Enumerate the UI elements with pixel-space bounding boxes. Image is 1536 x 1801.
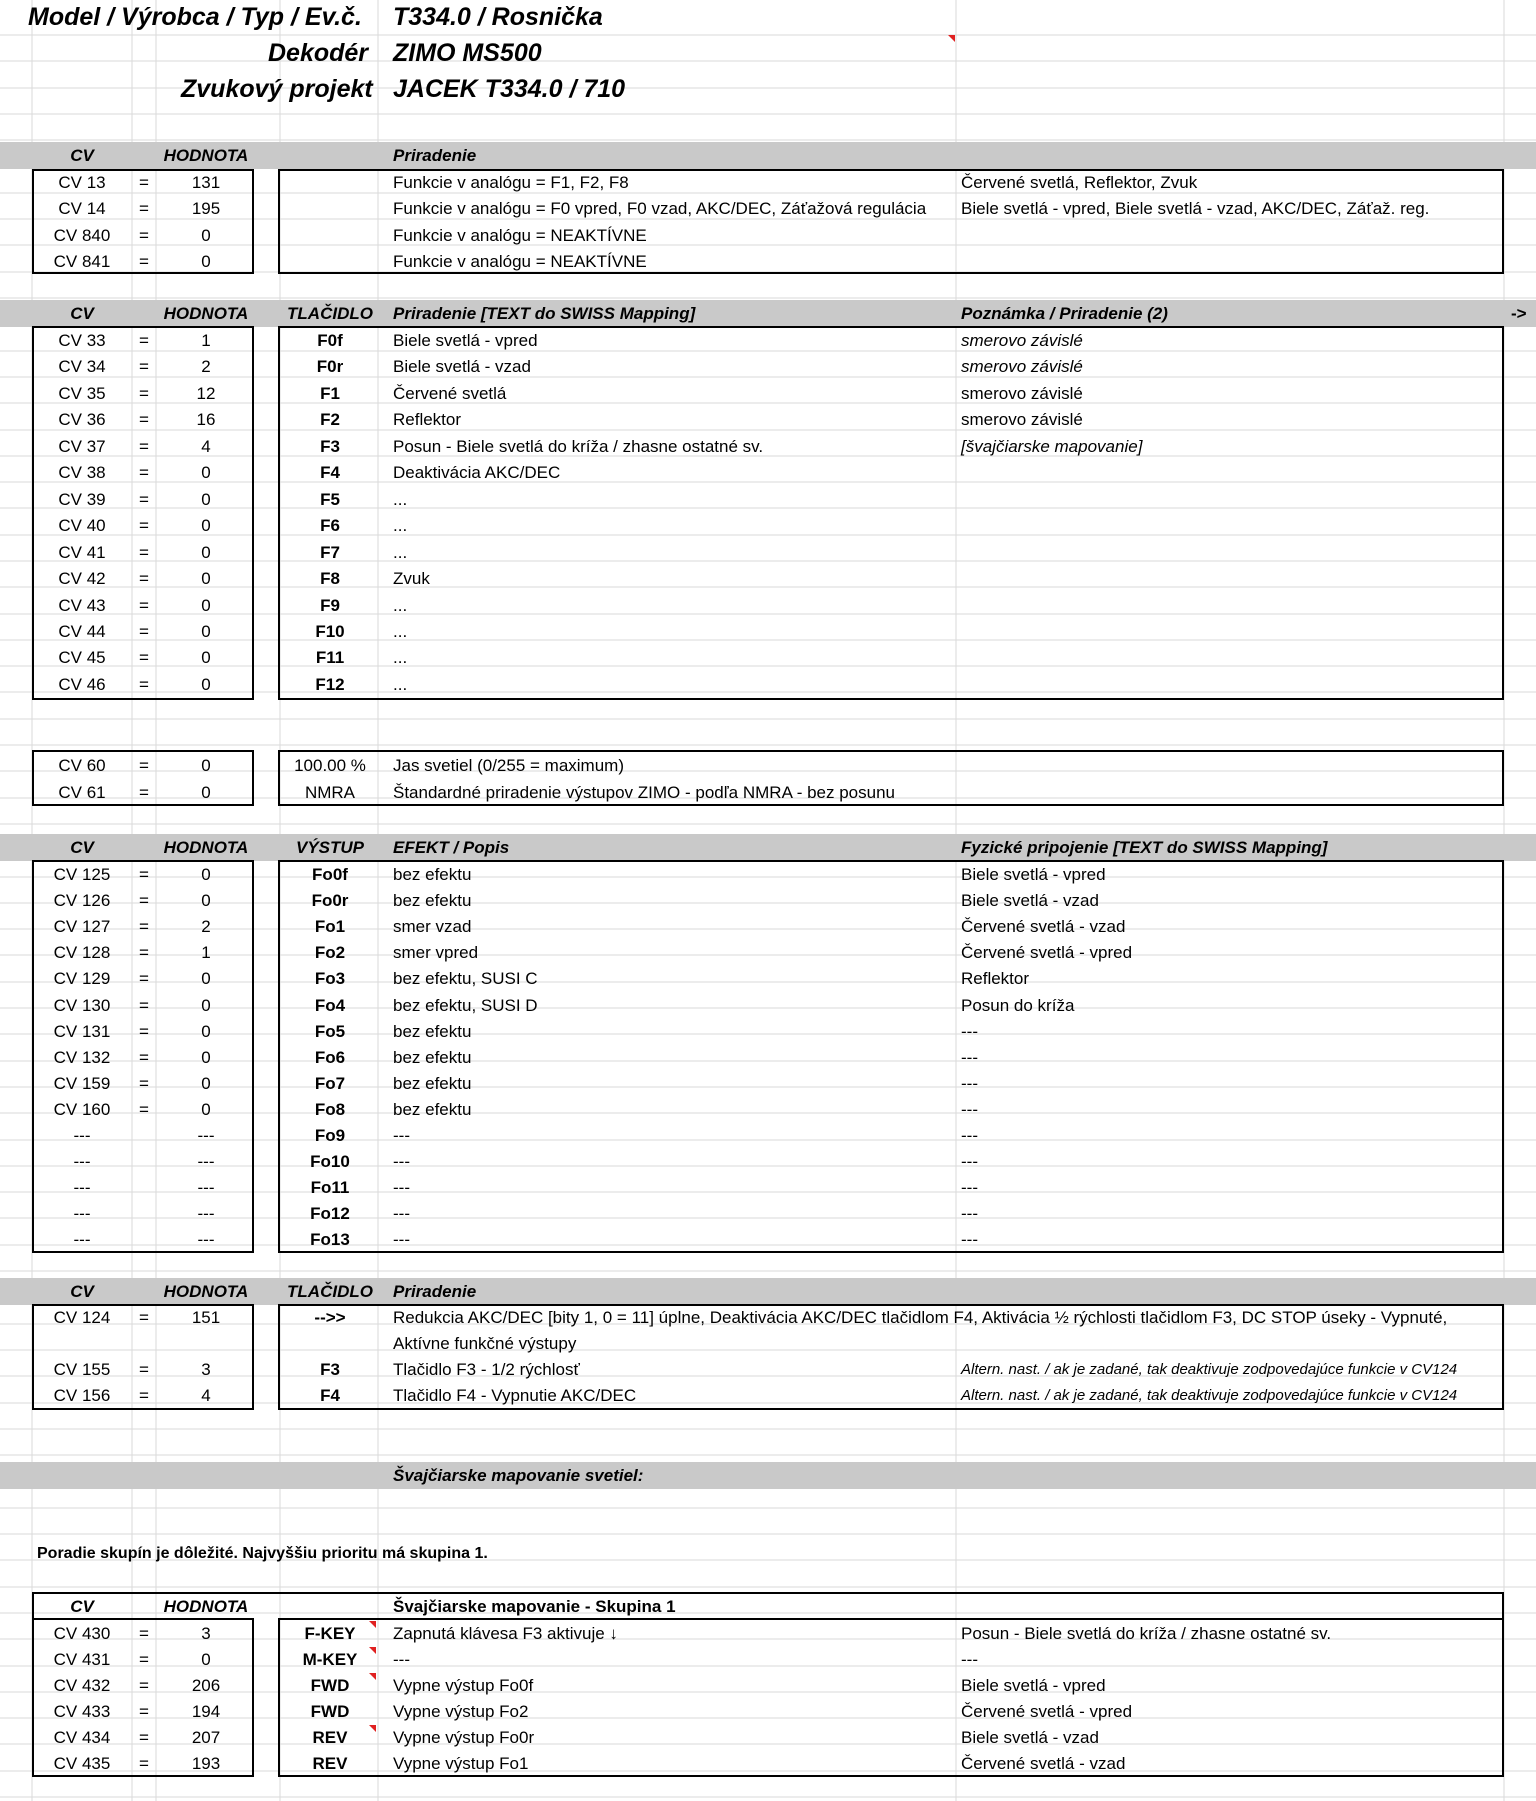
sec4-connection-cell: --- [961,1230,978,1250]
sec2-left-box [32,326,254,700]
sec3-cv-cell: CV 60 [58,756,106,775]
sec4-connection-cell: Červené svetlá - vzad [961,917,1126,937]
sec2-header-note: Poznámka / Priradenie (2) [961,304,1168,323]
sec4-output-cell: Fo9 [314,1126,346,1145]
sec4-effect-cell: bez efektu [393,865,472,884]
sec5-note-cell: Altern. nast. / ak je zadané, tak deaktivuje zodpovedajúce funkcie v CV124 [961,1361,1458,1378]
sec2-eq-cell: = [139,463,149,483]
sec4-effect-cell: --- [393,1230,410,1250]
sec4-cv-cell: --- [73,1152,91,1172]
sec4-connection-cell: --- [961,1021,978,1041]
sec2-desc-cell: Reflektor [393,410,462,430]
sec2-key-cell: F0f [317,331,343,350]
sec1-value-cell: 0 [201,225,211,245]
sec4-cv-cell: --- [73,1204,91,1224]
sec4-cv-cell: CV 126 [53,891,111,911]
sec2-cv-cell: CV 40 [58,516,106,536]
sec2-desc-cell: ... [393,648,408,668]
sec1-desc-cell: Funkcie v analógu = NEAKTÍVNE [393,225,647,245]
sec4-value-cell: 0 [201,1047,211,1067]
sec2-cv-cell: CV 43 [58,595,106,615]
cv124-desc-line1: Redukcia AKC/DEC [bity 1, 0 = 11] úplne, Deaktivácia AKC/DEC tlačidlom F4, Aktivácia ½ rýchlosti tlačidlom F3, DC STOP úseky - Vypnuté, [393,1308,1448,1327]
sec1-desc-cell: Funkcie v analógu = F0 vpred, F0 vzad, AKC/DEC, Záťažová regulácia [393,199,927,219]
swiss-note-cell: --- [961,1650,978,1669]
sec3-cv-cell: CV 61 [58,783,106,802]
sec4-value-cell: 0 [201,1073,211,1093]
sec2-desc-cell: Červené svetlá [393,383,507,403]
sec2-cv-cell: CV 41 [58,542,106,562]
sec2-desc-cell: Deaktivácia AKC/DEC [393,463,561,483]
sec4-value-cell: 1 [201,943,211,963]
sec1-eq-cell: = [139,173,149,192]
swiss-value-cell: 194 [191,1702,221,1721]
cv124-value: 151 [191,1308,221,1327]
sec2-eq-cell: = [139,436,149,456]
decoder-value: ZIMO MS500 [393,39,542,67]
sec1-cv-cell: CV 13 [58,173,106,192]
swiss-header-cv: CV [70,1597,94,1616]
sec2-key-cell: F11 [315,648,345,668]
swiss-note-cell: Biele svetlá - vpred [961,1676,1106,1695]
sec3-key-cell: 100.00 % [294,756,366,775]
sec2-cv-cell: CV 42 [58,569,106,589]
sec4-eq-cell: = [139,917,149,937]
sec2-note-cell: smerovo závislé [961,383,1083,403]
swiss-eq-cell: = [139,1624,149,1643]
sec4-connection-cell: Posun do kríža [961,995,1075,1015]
sec2-key-cell: F12 [315,674,345,694]
sec4-eq-cell: = [139,891,149,911]
sec2-header-key: TLAČIDLO [287,304,373,323]
swiss-eq-cell: = [139,1650,149,1669]
swiss-header-group: Švajčiarske mapovanie - Skupina 1 [393,1597,676,1616]
sec2-note-cell: smerovo závislé [961,331,1083,350]
swiss-cv-cell: CV 434 [53,1728,111,1747]
sec4-header-assign: EFEKT / Popis [393,838,510,857]
sec5-key-cell: F4 [320,1386,340,1405]
sec5-key-cell: F3 [320,1360,340,1379]
swiss-desc-cell: Zapnutá klávesa F3 aktivuje ↓ [393,1624,618,1643]
sec1-cv-cell: CV 841 [53,251,111,271]
sec2-desc-cell: ... [393,542,408,562]
swiss-key-cell: F-KEY [304,1624,356,1643]
sec4-cv-cell: CV 159 [53,1073,111,1093]
sec2-value-cell: 0 [201,516,211,536]
sec2-right-box [278,326,1504,700]
sec5-value-cell: 4 [201,1386,211,1405]
sec5-value-cell: 3 [201,1360,211,1379]
sec4-value-cell: --- [197,1230,215,1250]
sec2-desc-cell: ... [393,674,408,694]
sec2-value-cell: 4 [201,436,211,456]
sec4-cv-cell: --- [73,1178,91,1198]
sec1-cv-cell: CV 840 [53,225,111,245]
sec3-desc-cell: Jas svetiel (0/255 = maximum) [393,756,624,775]
sec4-effect-cell: bez efektu, SUSI D [393,995,538,1015]
sec4-cv-cell: CV 130 [53,995,111,1015]
cv124-desc-line2: Aktívne funkčné výstupy [393,1334,577,1353]
sec4-value-cell: 0 [201,865,211,884]
sec4-effect-cell: --- [393,1178,410,1198]
sec1-header-value: HODNOTA [163,146,249,165]
sec2-desc-cell: ... [393,595,408,615]
sec4-value-cell: 0 [201,1021,211,1041]
comment-marker [948,35,955,42]
sec2-cv-cell: CV 36 [58,410,106,430]
swiss-eq-cell: = [139,1676,149,1695]
sec2-value-cell: 0 [201,621,211,641]
sec4-value-cell: 2 [201,917,211,937]
comment-marker [369,1673,376,1680]
sec2-header-value: HODNOTA [163,304,249,323]
sec2-eq-cell: = [139,648,149,668]
sec4-effect-cell: --- [393,1204,410,1224]
swiss-eq-cell: = [139,1754,149,1773]
sec2-value-cell: 16 [196,410,216,430]
sec2-header-cv: CV [70,304,94,323]
sec1-value-cell: 131 [191,173,221,192]
sec3-desc-cell: Štandardné priradenie výstupov ZIMO - podľa NMRA - bez posunu [393,783,895,802]
sec4-effect-cell: --- [393,1126,410,1145]
sec2-eq-cell: = [139,595,149,615]
sec4-eq-cell: = [139,865,149,884]
sec4-connection-cell: Reflektor [961,969,1030,989]
sec4-output-cell: Fo2 [314,943,346,963]
decoder-label: Dekodér [268,39,369,67]
sec2-value-cell: 0 [201,463,211,483]
sec3-key-cell: NMRA [304,783,356,802]
sec2-header-arrow: -> [1511,304,1527,323]
comment-marker [369,1647,376,1654]
sec4-connection-cell: --- [961,1178,978,1198]
comment-marker [369,1725,376,1732]
sec1-header-cv: CV [70,146,94,165]
sec4-value-cell: --- [197,1152,215,1172]
sec1-note-cell: Biele svetlá - vpred, Biele svetlá - vzad, AKC/DEC, Záťaž. reg. [961,199,1430,219]
swiss-cv-cell: CV 432 [53,1676,111,1695]
sec2-key-cell: F7 [320,542,340,562]
sec1-desc-cell: Funkcie v analógu = NEAKTÍVNE [393,251,647,271]
swiss-eq-cell: = [139,1728,149,1747]
sec2-header-assign: Priradenie [TEXT do SWISS Mapping] [393,304,696,323]
sec2-key-cell: F4 [320,463,340,483]
swiss-cv-cell: CV 435 [53,1754,111,1773]
sec4-connection-cell: --- [961,1126,978,1145]
sec4-cv-cell: CV 129 [53,969,111,989]
sec4-cv-cell: --- [73,1126,91,1145]
sec2-key-cell: F6 [320,516,340,536]
sec3-eq-cell: = [139,783,149,802]
sec2-desc-cell: ... [393,489,408,509]
swiss-key-cell: M-KEY [302,1650,358,1669]
sec4-cv-cell: --- [73,1230,91,1250]
sec2-key-cell: F3 [320,436,340,456]
sec2-value-cell: 0 [201,674,211,694]
sec5-header-key: TLAČIDLO [287,1282,373,1301]
sound-project-value: JACEK T334.0 / 710 [393,75,626,103]
swiss-note-cell: Červené svetlá - vpred [961,1702,1133,1721]
sec2-desc-cell: ... [393,621,408,641]
sec4-cv-cell: CV 128 [53,943,111,963]
sec1-cv-cell: CV 14 [58,199,106,219]
sec2-eq-cell: = [139,674,149,694]
swiss-value-cell: 193 [191,1754,221,1773]
sec4-connection-cell: --- [961,1073,978,1093]
sec2-value-cell: 12 [196,383,216,403]
sec4-connection-cell: --- [961,1099,978,1119]
sec2-value-cell: 0 [201,595,211,615]
sec2-value-cell: 0 [201,489,211,509]
sec4-output-cell: Fo10 [310,1152,350,1172]
cv124-eq: = [139,1308,149,1327]
sec2-desc-cell: ... [393,516,408,536]
sec4-eq-cell: = [139,1047,149,1067]
swiss-note-cell: Posun - Biele svetlá do kríža / zhasne ostatné sv. [961,1624,1332,1643]
sec4-output-cell: Fo5 [314,1021,346,1041]
sec2-note-cell: smerovo závislé [961,410,1083,430]
sec2-key-cell: F5 [320,489,340,509]
sec1-value-cell: 195 [191,199,221,219]
swiss-key-cell: REV [312,1728,348,1747]
swiss-value-cell: 3 [201,1624,211,1643]
sec5-desc-cell: Tlačidlo F3 - 1/2 rýchlosť [393,1360,580,1379]
swiss-desc-cell: Vypne výstup Fo0r [393,1728,535,1747]
sec1-desc-cell: Funkcie v analógu = F1, F2, F8 [393,173,629,192]
sec2-eq-cell: = [139,357,149,377]
sec2-desc-cell: Biele svetlá - vzad [393,357,531,377]
sec4-header-key: VÝSTUP [295,838,365,857]
sec5-header-cv: CV [70,1282,94,1301]
sec4-eq-cell: = [139,1021,149,1041]
sec4-effect-cell: --- [393,1152,410,1172]
sec2-value-cell: 2 [201,357,211,377]
sec4-effect-cell: bez efektu [393,1073,472,1093]
sec4-output-cell: Fo6 [314,1047,346,1067]
sec1-eq-cell: = [139,251,149,271]
sec2-desc-cell: Zvuk [393,569,430,589]
sec4-eq-cell: = [139,995,149,1015]
sec4-output-cell: Fo3 [314,969,346,989]
sec4-effect-cell: smer vzad [393,917,472,937]
sec5-header-assign: Priradenie [393,1282,477,1301]
sec2-cv-cell: CV 45 [58,648,106,668]
sec1-header-assign: Priradenie [393,146,477,165]
swiss-title-band [0,1462,1536,1489]
sec4-eq-cell: = [139,1099,149,1119]
swiss-value-cell: 0 [201,1650,211,1669]
swiss-priority-note: Poradie skupín je dôležité. Najvyššiu prioritu má skupina 1. [37,1545,488,1562]
sec4-connection-cell: --- [961,1047,978,1067]
sec4-header-cv: CV [70,838,94,857]
sec2-key-cell: F8 [320,569,340,589]
sec4-output-cell: Fo8 [314,1099,346,1119]
sec2-eq-cell: = [139,383,149,403]
sec2-key-cell: F0r [316,357,344,377]
model-label: Model / Výrobca / Typ / Ev.č. [28,3,362,31]
swiss-cv-cell: CV 430 [53,1624,111,1643]
sec2-note-cell: smerovo závislé [961,357,1083,377]
sec4-value-cell: 0 [201,995,211,1015]
sec2-cv-cell: CV 35 [58,383,106,403]
sec4-effect-cell: smer vpred [393,943,479,963]
sec4-connection-cell: Červené svetlá - vpred [961,943,1133,963]
sec4-value-cell: --- [197,1204,215,1224]
sec4-effect-cell: bez efektu [393,891,472,911]
sec4-output-cell: Fo0f [312,865,348,884]
sec3-value-cell: 0 [201,756,211,775]
sec5-cv-cell: CV 156 [53,1386,111,1405]
sec2-eq-cell: = [139,331,149,350]
sec2-desc-cell: Posun - Biele svetlá do kríža / zhasne ostatné sv. [393,436,764,456]
sec2-cv-cell: CV 46 [58,674,106,694]
swiss-key-cell: REV [312,1754,348,1773]
sec5-header-value: HODNOTA [163,1282,249,1301]
sec4-eq-cell: = [139,943,149,963]
sec2-eq-cell: = [139,542,149,562]
sec5-note-cell: Altern. nast. / ak je zadané, tak deaktivuje zodpovedajúce funkcie v CV124 [961,1387,1458,1404]
sec2-desc-cell: Biele svetlá - vpred [393,331,538,350]
sec2-cv-cell: CV 44 [58,621,106,641]
sec4-output-cell: Fo0r [311,891,349,911]
sec5-cv-cell: CV 155 [53,1360,111,1379]
model-value: T334.0 / Rosnička [393,3,603,31]
sec4-cv-cell: CV 127 [53,917,111,937]
swiss-cv-cell: CV 433 [53,1702,111,1721]
sec4-connection-cell: Biele svetlá - vpred [961,865,1106,884]
sec2-cv-cell: CV 34 [58,357,106,377]
sec4-effect-cell: bez efektu [393,1021,472,1041]
sec2-key-cell: F1 [320,383,340,403]
sec2-note-cell: [švajčiarske mapovanie] [961,436,1143,456]
sec2-cv-cell: CV 38 [58,463,106,483]
sec4-connection-cell: Biele svetlá - vzad [961,891,1099,911]
sec2-eq-cell: = [139,621,149,641]
sec4-value-cell: 0 [201,1099,211,1119]
sec4-output-cell: Fo11 [310,1178,350,1198]
swiss-header-value: HODNOTA [163,1597,249,1616]
sound-project-label: Zvukový projekt [181,75,373,103]
swiss-note-cell: Biele svetlá - vzad [961,1728,1099,1747]
swiss-desc-cell: --- [393,1650,410,1669]
swiss-key-cell: FWD [310,1702,350,1721]
sec2-eq-cell: = [139,516,149,536]
sec2-value-cell: 0 [201,648,211,668]
sec1-note-cell: Červené svetlá, Reflektor, Zvuk [961,173,1198,192]
sec4-cv-cell: CV 131 [53,1021,111,1041]
sec4-cv-cell: CV 160 [53,1099,111,1119]
sec4-output-cell: Fo1 [314,917,346,937]
sec4-value-cell: --- [197,1178,215,1198]
sec2-key-cell: F10 [315,621,345,641]
swiss-desc-cell: Vypne výstup Fo1 [393,1754,529,1773]
sec2-cv-cell: CV 33 [58,331,106,350]
sec4-header-note: Fyzické pripojenie [TEXT do SWISS Mapping] [961,838,1328,857]
swiss-desc-cell: Vypne výstup Fo2 [393,1702,529,1721]
sec2-key-cell: F9 [320,595,340,615]
sec4-output-cell: Fo7 [314,1073,346,1093]
sec2-cv-cell: CV 37 [58,436,106,456]
sec4-eq-cell: = [139,969,149,989]
sec1-value-cell: 0 [201,251,211,271]
sec3-eq-cell: = [139,756,149,775]
sec1-eq-cell: = [139,225,149,245]
sec2-value-cell: 1 [201,331,211,350]
sec4-value-cell: 0 [201,969,211,989]
swiss-eq-cell: = [139,1702,149,1721]
swiss-desc-cell: Vypne výstup Fo0f [393,1676,534,1695]
sec2-cv-cell: CV 39 [58,489,106,509]
comment-marker [369,1621,376,1628]
sec4-effect-cell: bez efektu [393,1099,472,1119]
sec2-value-cell: 0 [201,569,211,589]
swiss-value-cell: 207 [191,1728,221,1747]
sec3-value-cell: 0 [201,783,211,802]
sec4-connection-cell: --- [961,1204,978,1224]
sec2-eq-cell: = [139,410,149,430]
sec2-key-cell: F2 [320,410,340,430]
swiss-title: Švajčiarske mapovanie svetiel: [393,1466,644,1485]
sec4-effect-cell: bez efektu [393,1047,472,1067]
sec4-effect-cell: bez efektu, SUSI C [393,969,538,989]
sec5-desc-cell: Tlačidlo F4 - Vypnutie AKC/DEC [393,1386,637,1405]
swiss-cv-cell: CV 431 [53,1650,111,1669]
sec4-cv-cell: CV 125 [53,865,111,884]
sec4-output-cell: Fo12 [310,1204,350,1224]
swiss-key-cell: FWD [310,1676,350,1695]
sec4-header-value: HODNOTA [163,838,249,857]
sec1-eq-cell: = [139,199,149,219]
swiss-value-cell: 206 [191,1676,221,1695]
sec4-output-cell: Fo13 [310,1230,350,1250]
sec4-eq-cell: = [139,1073,149,1093]
sec2-eq-cell: = [139,569,149,589]
sec5-eq-cell: = [139,1360,149,1379]
sec5-eq-cell: = [139,1386,149,1405]
sec4-output-cell: Fo4 [314,995,346,1015]
sec4-value-cell: 0 [201,891,211,911]
sec4-connection-cell: --- [961,1152,978,1172]
swiss-note-cell: Červené svetlá - vzad [961,1754,1126,1773]
sec2-eq-cell: = [139,489,149,509]
cv124-cell: CV 124 [53,1308,111,1327]
sec4-cv-cell: CV 132 [53,1047,111,1067]
cv124-key: -->> [314,1308,346,1327]
sec4-value-cell: --- [197,1126,215,1145]
sec2-value-cell: 0 [201,542,211,562]
